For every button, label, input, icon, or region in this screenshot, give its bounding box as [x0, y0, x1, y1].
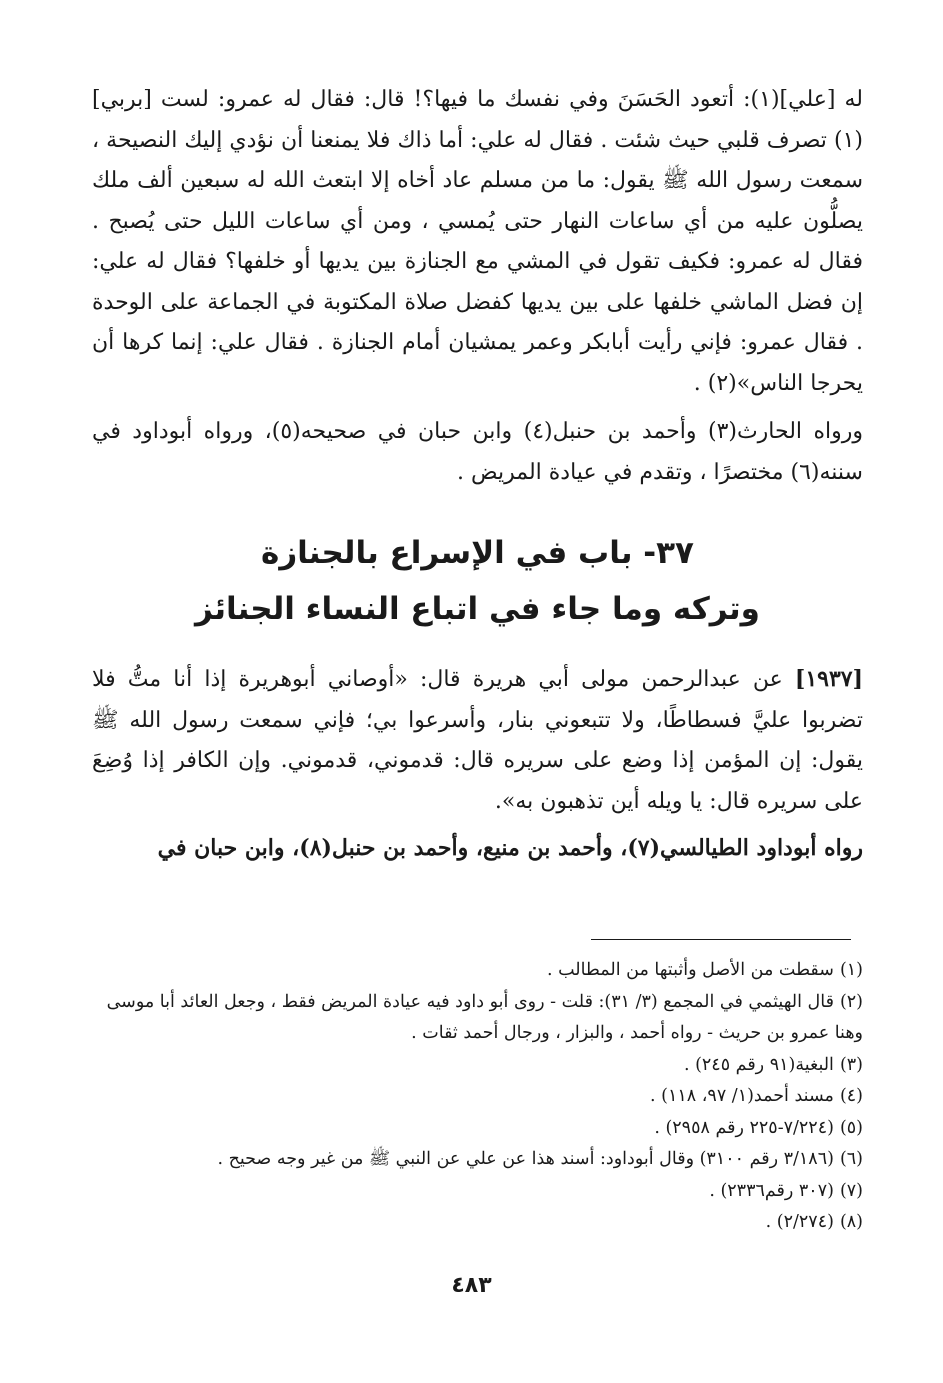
footnote-text: مسند أحمد(١/ ٩٧، ١١٨) .	[650, 1086, 834, 1106]
footnote-text: قال الهيثمي في المجمع (٣/ ٣١): قلت - روى أبو داود فيه عيادة المريض فقط ، وجعل العائد أبا موسى وهنا عمرو بن حريث - رواه أحمد ، والبزار ، ورجال أحمد ثقات .	[106, 991, 863, 1043]
footnote-number: (٥)	[839, 1117, 863, 1138]
narrators-paragraph: رواه أبوداود الطيالسي(٧)، وأحمد بن منيع، وأحمد بن حنبل(٨)، وابن حبان في	[157, 835, 863, 861]
page-body	[92, 80, 863, 869]
footnote-text: البغية(٩١ رقم ٢٤٥) .	[683, 1054, 834, 1075]
footnote-8	[92, 1207, 863, 1239]
footnote-5	[92, 1113, 863, 1145]
footnote-number: (٨)	[839, 1212, 863, 1232]
chapter-heading	[92, 525, 863, 637]
footnote-number: (٤)	[839, 1086, 863, 1106]
footnote-text: (٣٠٧ رقم٢٣٣٦) .	[709, 1180, 834, 1201]
footnotes	[92, 955, 863, 1239]
footnote-text: (٧/٢٢٤-٢٢٥ رقم ٢٩٥٨) .	[654, 1117, 834, 1138]
chapter-title-line-1: ٣٧- باب في الإسراع بالجنازة	[261, 535, 694, 571]
body-paragraph-2: ورواه الحارث(٣) وأحمد بن حنبل(٤) وابن حبان في صحيحه(٥)، ورواه أبوداود في سننه(٦) مختصرًا ، وتقدم في عيادة المريض .	[92, 419, 863, 485]
hadith-number: [١٩٣٧]	[794, 666, 863, 692]
page-number: ٤٨٣	[451, 1273, 492, 1298]
footnote-text: (٣/١٨٦ رقم ٣١٠٠) وقال أبوداود: أسند هذا عن علي عن النبي ﷺ من غير وجه صحيح .	[217, 1149, 834, 1169]
footnote-6	[92, 1144, 863, 1176]
footnote-1	[92, 955, 863, 987]
footnote-text: سقطت من الأصل وأثبتها من المطالب .	[546, 960, 834, 980]
footnote-2	[92, 987, 863, 1050]
footnote-number: (٣)	[839, 1054, 863, 1075]
footnote-number: (١)	[839, 960, 863, 980]
chapter-title-line-2: وتركه وما جاء في اتباع النساء الجنائز	[195, 591, 760, 627]
footnote-7	[92, 1176, 863, 1208]
footnote-text: (٢/٢٧٤) .	[765, 1212, 834, 1232]
hadith-paragraph	[92, 659, 863, 822]
footnote-3	[92, 1050, 863, 1082]
footnote-number: (٢)	[839, 991, 863, 1012]
footnote-number: (٧)	[839, 1180, 863, 1201]
footnote-separator	[591, 939, 851, 940]
body-paragraph-1: له [علي](١): أتعود الحَسَنَ وفي نفسك ما فيها؟! قال: فقال له عمرو: لست [بربي](١) تصرف قلبي حيث شئت . فقال له علي: أما ذاك فلا يمنعنا أن نؤدي إليك النصيحة ، سمعت رسول الله ﷺ يقول: ما من مسلم عاد أخاه إلا ابتعث الله له سبعين ألف ملك يصلُّون عليه من أي ساعات النهار حتى يُمسي ، ومن أي ساعات الليل حتى يُصبح . فقال له عمرو: فكيف تقول في المشي مع الجنازة بين يديها أو خلفها؟ فقال له علي: إن فضل الماشي خلفها على بين يديها كفضل صلاة المكتوبة في الجماعة على الوحدة . فقال عمرو: فإني رأيت أبابكر وعمر يمشيان أمام الجنازة . فقال علي: إنما كرها أن يحرجا الناس»(٢) .	[92, 87, 863, 396]
footnote-number: (٦)	[839, 1149, 863, 1169]
hadith-text: عن عبدالرحمن مولى أبي هريرة قال: «أوصاني أبوهريرة إذا أنا متُّ فلا تضربوا عليَّ فسطاطًا، ولا تتبعوني بنار، وأسرعوا بي؛ فإني سمعت رسول الله ﷺ يقول: إن المؤمن إذا وضع على سريره قال: قدموني، قدموني. وإن الكافر إذا وُضِعَ على سريره قال: يا ويله أين تذهبون به».	[92, 667, 863, 814]
footnote-4	[92, 1081, 863, 1113]
